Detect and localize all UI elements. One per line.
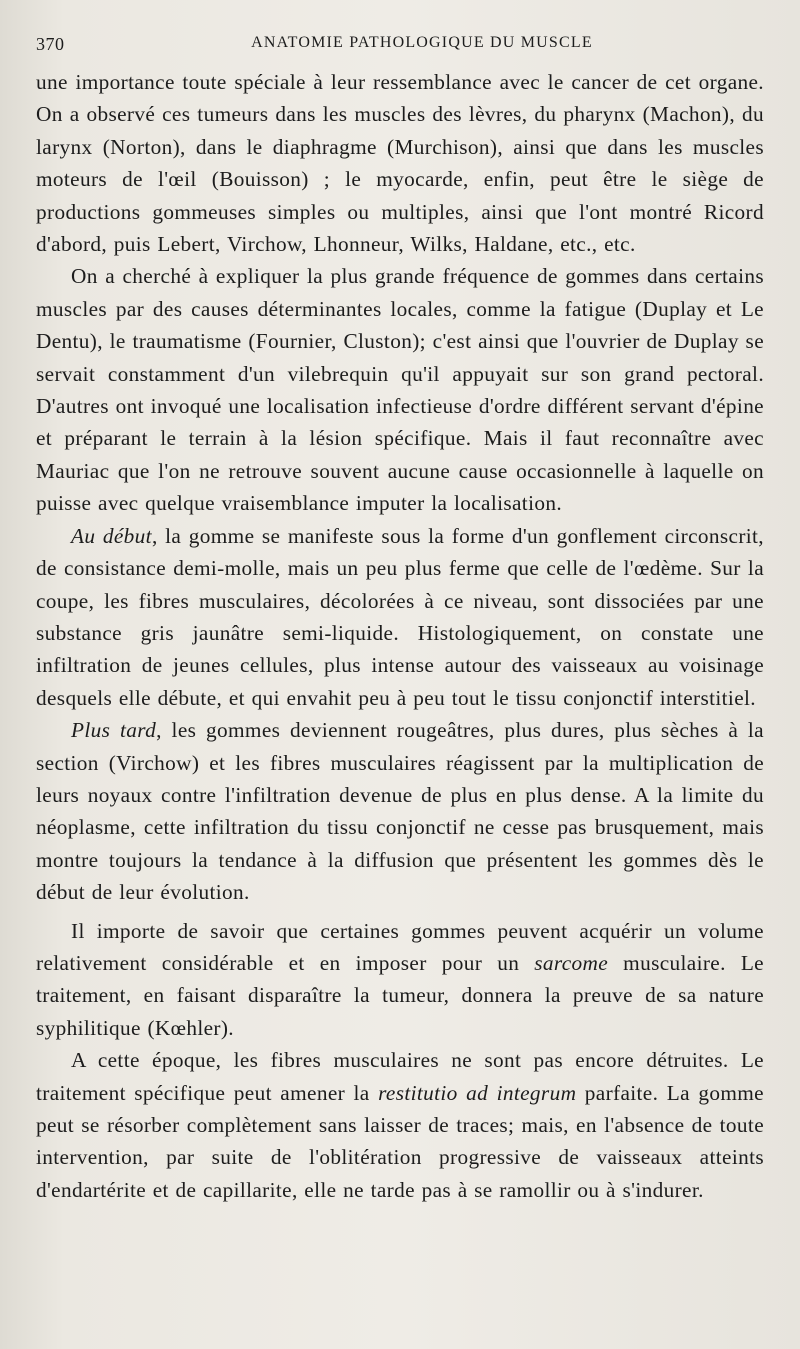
page-header	[36, 34, 768, 64]
paragraph-6	[36, 1044, 764, 1206]
paragraph-3	[36, 520, 764, 714]
paragraph-text: Il importe de savoir que certaines gommes peuvent acquérir un volume relativement considérable et en imposer pour un	[36, 918, 764, 975]
paragraph-2	[36, 260, 764, 519]
paragraph-text: une importance toute spéciale à leur ressemblance avec le cancer de cet organe. On a observé ces tumeurs dans les muscles des lèvres, du pharynx (Machon), du larynx (Norton), dans le diaphragme (Murchison), ainsi que dans les muscles moteurs de l'œil (Bouisson) ; le myocarde, enfin, peut être le siège de productions gommeuses simples ou multiples, ainsi que l'ont montré Ricord d'abord, puis Lebert, Virchow, Lhonneur, Wilks, Haldane, etc., etc.	[36, 70, 764, 257]
italic-term-au-debut: Au début	[71, 523, 152, 548]
paragraph-text: On a cherché à expliquer la plus grande fréquence de gommes dans certains muscles par des causes déterminantes locales, comme la fatigue (Duplay et Le Dentu), le traumatisme (Fournier, Cluston); c'est ainsi que l'ouvrier de Duplay se servait constamment d'un vilebrequin qu'il appuyait sur son grand pectoral. D'autres ont invoqué une localisation infectieuse d'ordre différent servant d'épine et préparant le terrain à la lésion spécifique. Mais il faut reconnaître avec Mauriac que l'on ne retrouve souvent aucune cause occasionnelle à laquelle on puisse avec quelque vraisemblance imputer la localisation.	[36, 264, 764, 516]
paragraph-5	[36, 915, 764, 1045]
paragraph-text: , les gommes deviennent rougeâtres, plus dures, plus sèches à la section (Virchow) et les fibres musculaires réagissent par la multiplication de leurs noyaux contre l'infiltration devenue de plus en plus dense. A la limite du néoplasme, cette infiltration du tissu conjonctif ne cesse pas brusquement, mais montre toujours la tendance à la diffusion que présentent les gommes dès le début de leur évolution.	[36, 718, 764, 905]
paragraph-text: musculaire. Le traitement, en faisant disparaître la tumeur, donnera la preuve de sa nature syphilitique (Kœhler).	[36, 950, 764, 1040]
paragraph-text: , la gomme se manifeste sous la forme d'un gonflement circonscrit, de consistance demi-molle, mais un peu plus ferme que celle de l'œdème. Sur la coupe, les fibres musculaires, décolorées à ce niveau, sont dissociées par une substance gris jaunâtre semi-liquide. Histologiquement, on constate une infiltration de jeunes cellules, plus intense autour des vaisseaux au voisinage desquels elle débute, et qui envahit peu à peu tout le tissu conjonctif interstitiel.	[36, 523, 764, 710]
paragraph-text: A cette époque, les fibres musculaires ne sont pas encore détruites. Le traitement spécifique peut amener la	[36, 1048, 764, 1105]
running-title: ANATOMIE PATHOLOGIQUE DU MUSCLE	[251, 34, 593, 51]
italic-term-restitutio: restitutio ad integrum	[378, 1080, 577, 1105]
italic-term-plus-tard: Plus tard	[71, 718, 157, 743]
paragraph-4	[36, 714, 764, 908]
body-text	[36, 66, 764, 1206]
paragraph-text: parfaite. La gomme peut se résorber complètement sans laisser de traces; mais, en l'absence de toute intervention, par suite de l'oblitération progressive de vaisseaux atteints d'endartérite et de capillarite, elle ne tarde pas à se ramollir ou à s'indurer.	[36, 1080, 764, 1202]
page-number: 370	[36, 34, 65, 54]
paragraph-1	[36, 66, 764, 260]
italic-term-sarcome: sarcome	[534, 950, 609, 975]
